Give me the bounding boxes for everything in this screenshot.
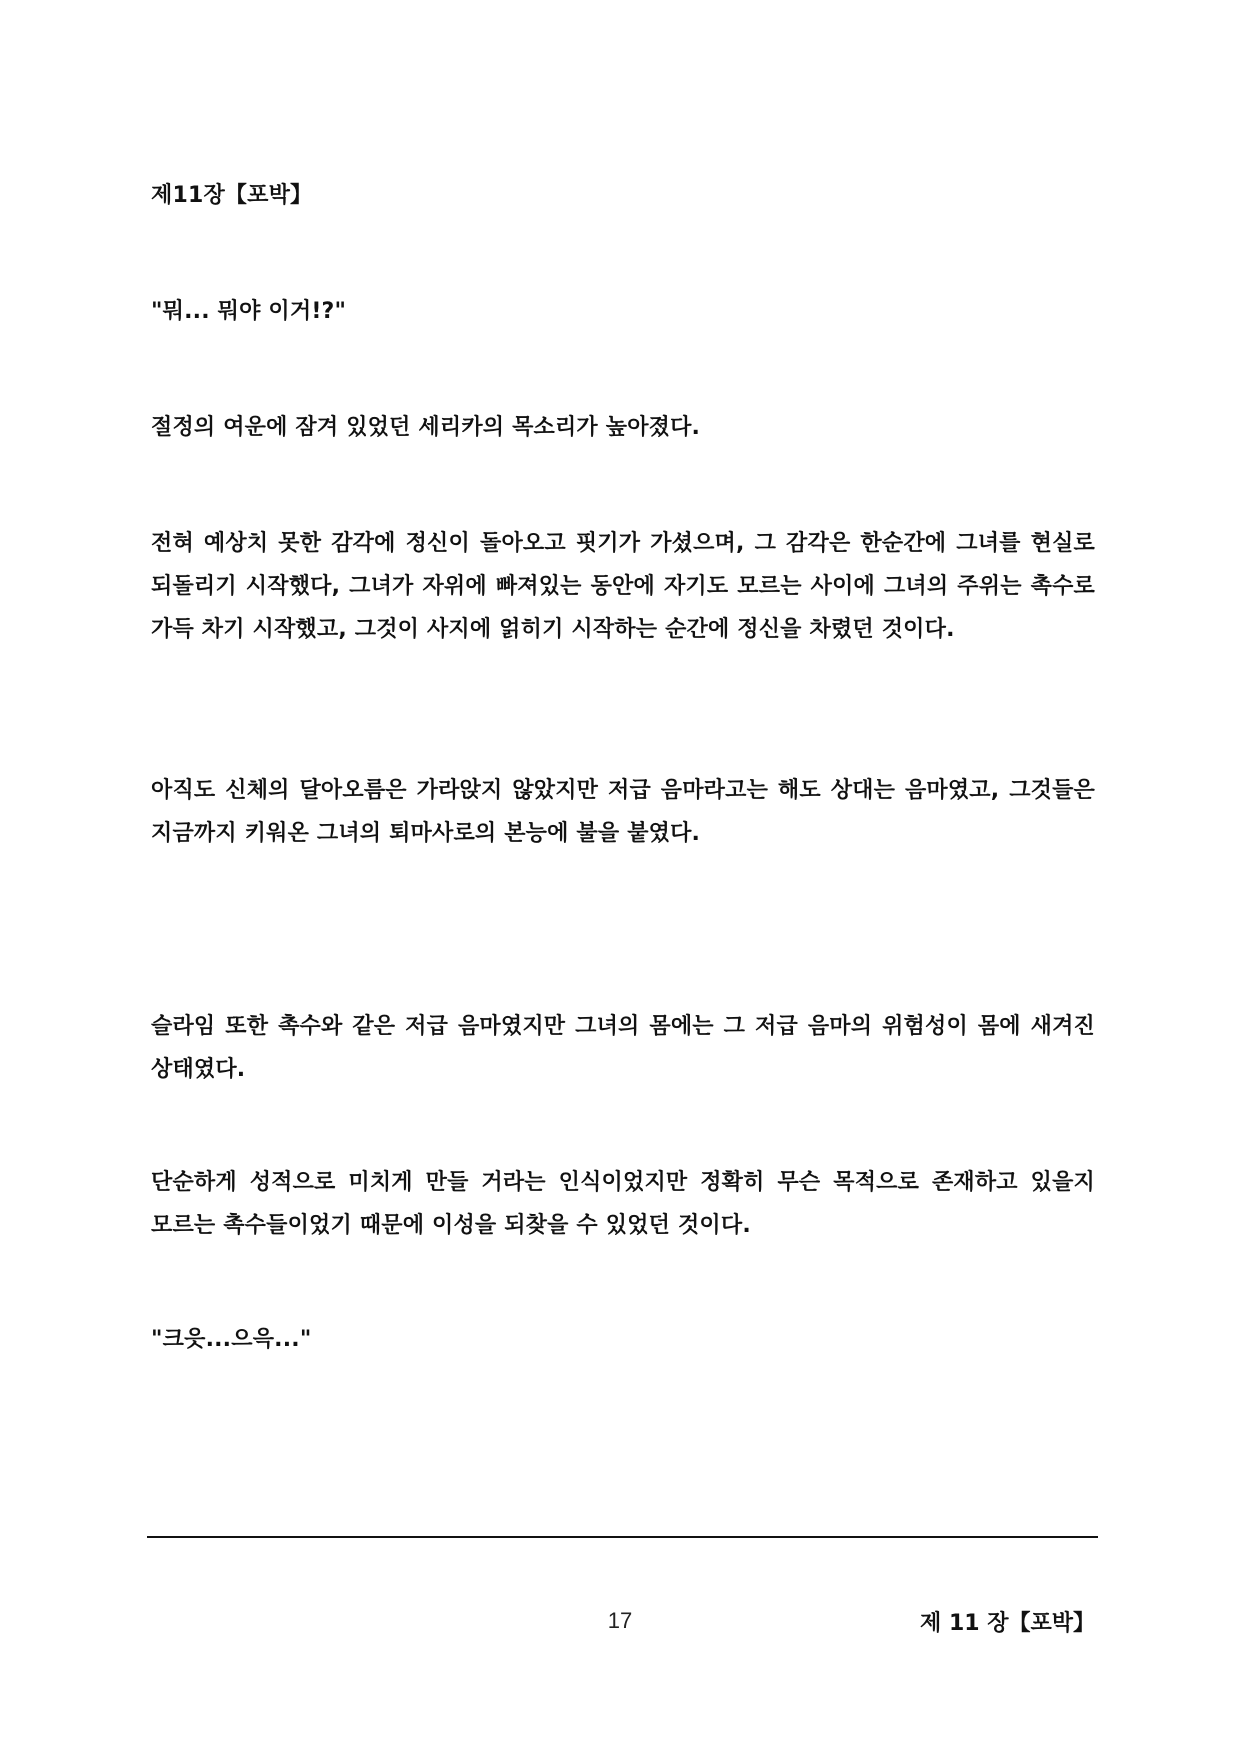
paragraph-1: 절정의 여운에 잠겨 있었던 세리카의 목소리가 높아졌다.: [151, 415, 701, 440]
chapter-heading: 제11장【포박】: [151, 183, 313, 208]
page-number: 17: [607, 1608, 633, 1633]
paragraph-3: 아직도 신체의 달아오름은 가라앉지 않았지만 저급 음마라고는 해도 상대는 음마였고, 그것들은 지금까지 키워온 그녀의 퇴마사로의 본능에 불을 붙였다.: [151, 778, 1095, 846]
paragraph-4: 슬라임 또한 촉수와 같은 저급 음마였지만 그녀의 몸에는 그 저급 음마의 위험성이 몸에 새겨진 상태였다.: [151, 1014, 1095, 1082]
paragraph-dialogue-2: "크읏...으윽...": [151, 1327, 312, 1352]
running-chapter-title: 제 11 장【포박】: [920, 1611, 1095, 1636]
paragraph-5: 단순하게 성적으로 미치게 만들 거라는 인식이었지만 정확히 무슨 목적으로 존재하고 있을지 모르는 촉수들이었기 때문에 이성을 되찾을 수 있었던 것이다.: [151, 1170, 1095, 1238]
paragraph-dialogue-1: "뭐... 뭐야 이거!?": [151, 299, 347, 324]
paragraph-2: 전혀 예상치 못한 감각에 정신이 돌아오고 핏기가 가셨으며, 그 감각은 한순간에 그녀를 현실로 되돌리기 시작했다, 그녀가 자위에 빠져있는 동안에 자기도 모르는 사이에 그녀의 주위는 촉수로 가득 차기 시작했고, 그것이 사지에 얽히기 시작하는 순간에 정신을 차렸던 것이다.: [151, 531, 1095, 642]
footer-divider: [147, 1536, 1098, 1538]
